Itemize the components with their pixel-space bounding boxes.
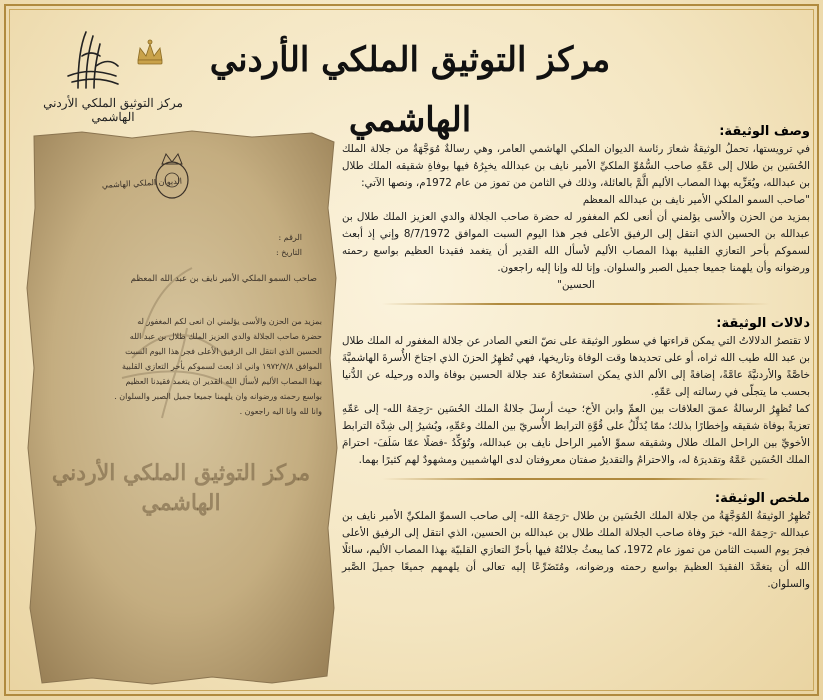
ref-label: الرقم : xyxy=(278,233,302,242)
royal-monogram-icon xyxy=(38,26,188,96)
summary-section xyxy=(342,491,810,593)
paragraph: كما تُظهِرُ الرسالةُ عمقَ العلاقات بين العمِّ وابن الأخ؛ حيث أرسلَ جلالةُ الملك الحُسَين -رَحِمَهُ الله- إلى عَمِّهِ تعزيةً بوفاة شقيقه وإخطارًا بذلك؛ ممّا يُدَلِّلُ على قُوَّةِ الترابط الأُسريّ بين الملك وعَمِّهِ، ويُشيرُ إلى شِدَّة الترابط الأخويِّ بين الراحل الملك طلال وشقيقه سموِّ الأمير الراحل نايف بن عبدالله، وتُؤكِّدُ -فضلًا عمّا سَلَفَ- احترامَ الملك الحُسَين عَمَّهُ وتقديرَهُ له، والاحترامُ والتقديرُ صفتان معروفتان لدى الهاشميين ومشهودٌ لهم كثيرًا بهما. xyxy=(342,403,810,466)
description-section xyxy=(342,124,810,294)
letter-line: الحسين الذي انتقل الى الرفيق الأعلى فجر هذا اليوم السبت xyxy=(125,347,322,356)
letter-line: بواسع رحمته ورضوانه وان يلهمنا جميعا جميل الصبر والسلوان . xyxy=(114,392,322,401)
letter-body xyxy=(50,314,322,419)
letter-greeting: صاحب السمو الملكي الأمير نايف بن عبد الله المعظم xyxy=(130,274,317,284)
section-title: ملخص الوثيقة: xyxy=(714,491,810,506)
paragraph: لا تقتصرُ الدلالاتُ التي يمكن قراءتها في سطور الوثيقة على نصّ النعي الصادر عن جلالة المغفور له الملك طلال بن عبد الله طيب الله ثراه، أو على تحديدها وقت الوفاة وتاريخها، فهي تُظهِرُ الحزنَ الذي اجتاحَ الأُسرةَ الهاشميَّةَ خاصَّةً والأردنيَّةَ عامَّةً، إضافةً إلى الألم الذي يمكن استشعارُهُ عند جلالة الحسين بوفاة والده ورحيله عن الدُّنيا بحسب ما يتجلّى في رسالته إلى عَمِّهِ. xyxy=(342,335,810,398)
section-divider xyxy=(382,300,770,308)
section-body xyxy=(342,141,810,294)
center-emblem xyxy=(38,26,188,124)
page-title: مركز التوثيق الملكي الأردني الهاشمي xyxy=(209,40,611,140)
crown-icon xyxy=(138,40,162,64)
letter-line: حضرة صاحب الجلالة والدي العزيز الملك طلال بن عبد الله xyxy=(129,332,322,341)
watermark-text: مركز التوثيق الملكي الأردني الهاشمي xyxy=(51,460,311,516)
letter-line: بمزيد من الحزن والأسى يؤلمني ان انعى لكم المغفور له xyxy=(137,317,322,326)
date-label: التاريخ : xyxy=(275,248,302,257)
section-divider xyxy=(382,475,770,483)
letter-line: بهذا المصاب الأليم لأسأل الله القدير ان يتغمد فقيدنا العظيم xyxy=(125,377,322,386)
emblem-caption: مركز التوثيق الملكي الأردني الهاشمي xyxy=(43,96,183,124)
paragraph: بمزيد من الحزن والأسى يؤلمني أن أنعى لكم المغفور له حضرة صاحب الجلالة والدي العزيز الملك طلال بن عبدالله بن الحسين الذي انتقل إلى الرفيق الأعلى فجر هذا اليوم السبت الموافق 8/7/1972 وإني إذ أبعث لسموكم بأحر التعازي القلبية بهذا المصاب الأليم لأسأل الله القدير أن يتغمد فقيدنا العظيم بواسع رحمته ورضوانه وأن يلهمنا جميعا جميل الصبر والسلوان. وإنا لله وإنا إليه راجعون. xyxy=(342,211,810,274)
section-body xyxy=(342,508,810,593)
section-body xyxy=(342,333,810,469)
document-scan xyxy=(22,128,340,688)
section-title: دلالات الوثيقة: xyxy=(716,316,810,331)
paragraph: تُظهِرُ الوثيقةُ المُوَجَّهَةُ من جلالة الملك الحُسَين بن طلال -رَحِمَهُ الله- إلى صاحب السموِّ الملكيِّ الأمير نايف بن عبدالله -رَحِمَهُ الله- خبرَ وفاة صاحب الجلالة الملك طلال بن عبدالله بن الحسين، الذي انتقل إلى الرفيق الأعلى فجرَ يوم السبت الثامن من تموز عام 1972، كما يبعثُ جلالتُهُ فيها بأحرِّ التعازي القلبيّة بهذا المصاب الأليم، سائلًا الله أن يتغمَّدَ الفقيدَ العظيمَ بواسع رحمته ورضوانه، ومُتَضَرِّعًا إليه تعالى أن يلهمهم جميعًا جميلَ الصَّبر والسلوان. xyxy=(342,510,811,590)
letterhead-text: الديوان الملكي الهاشمي xyxy=(101,176,183,190)
paragraph: في ترويستها، تحملُ الوثيقةُ شعارَ رئاسة الديوان الملكي الهاشمي العامر، وهي رسالةٌ مُوَجَّهَةٌ من جلالة الملك الحُسَين بن طلال إلى عَمِّهِ صاحب السُّمُوِّ الملكيِّ الأمير نايف بن عبدالله يخبِرُهُ فيها بوفاةِ شقيقه الملك طلال بن عبدالله، ويُعَزِّيه بهذا المصاب الأليم الَّمَّ بالعائلة، وذلك في الثامن من تموز من عام 1972م، ونصها الآتي: xyxy=(342,143,810,189)
significance-section xyxy=(342,316,810,469)
document-info xyxy=(342,124,810,690)
letter-line: الموافق ١٩٧٢/٧/٨ واني اذ ابعث لسموكم بأحر التعازي القلبية xyxy=(121,362,322,371)
letter-line: وانا لله وانا اليه راجعون . xyxy=(239,407,322,416)
paragraph: الحسين" xyxy=(557,279,595,291)
section-title: وصف الوثيقة: xyxy=(719,124,810,139)
paragraph: "صاحب السمو الملكي الأمير نايف بن عبدالله المعظم xyxy=(582,194,810,206)
